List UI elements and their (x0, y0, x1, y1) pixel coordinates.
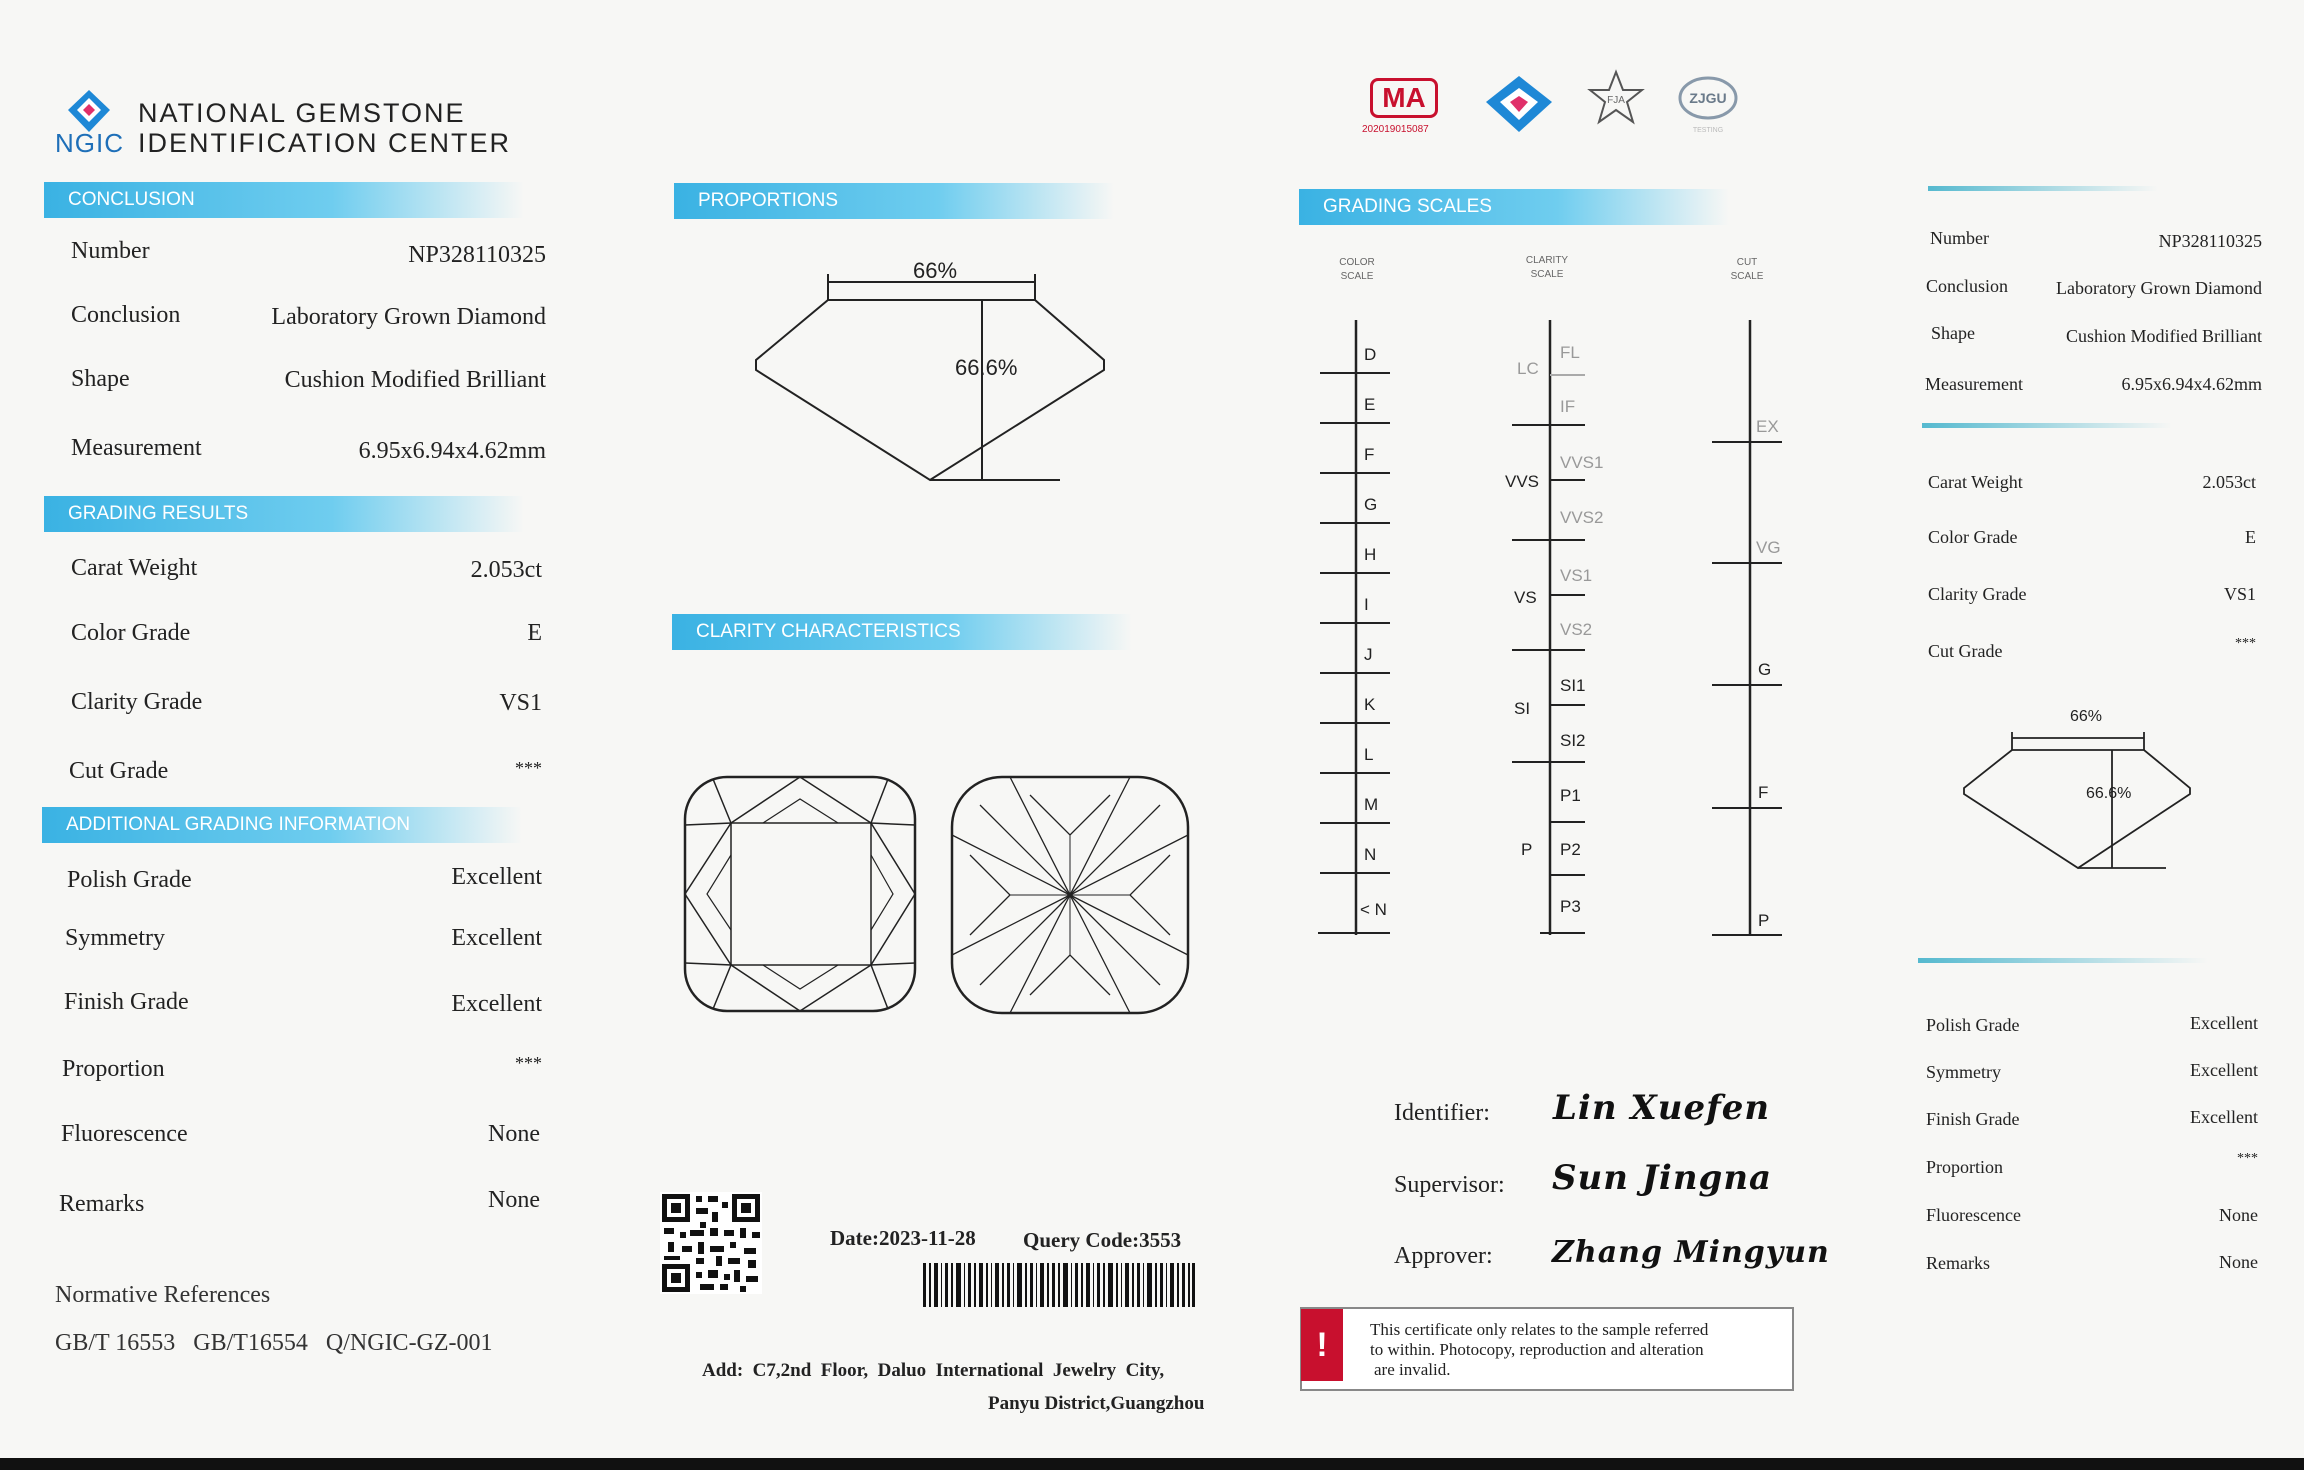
r-remarks-label: Remarks (1926, 1253, 1990, 1273)
zjgu-logo-subtext: TESTING (1692, 127, 1724, 134)
barcode-icon (923, 1263, 1195, 1307)
polish-grade-label: Polish Grade (67, 867, 192, 893)
r-measurement-label: Measurement (1925, 374, 2023, 394)
cut-grade-vg: VG (1756, 538, 1781, 557)
r-proportion-label: Proportion (1926, 1157, 2004, 1177)
color-grade-e: E (1364, 395, 1376, 414)
r-finish-value: Excellent (2190, 1107, 2258, 1127)
supervisor-signature: Sun Jingna (1552, 1158, 1773, 1198)
r-table-percentage: 66% (2070, 708, 2103, 725)
color-grade-h: H (1364, 545, 1377, 564)
color-scale-header-2: SCALE (1340, 271, 1374, 282)
clarity-group-p: P (1521, 840, 1533, 859)
r-remarks-value: None (2219, 1252, 2258, 1272)
table-percentage: 66% (913, 258, 958, 283)
proportion-value: *** (515, 1053, 542, 1073)
supervisor-label: Supervisor: (1394, 1172, 1505, 1198)
carat-weight-label: Carat Weight (71, 555, 198, 581)
r-measurement-value: 6.95x6.94x4.62mm (2121, 374, 2262, 394)
clarity-grade-p3: P3 (1560, 897, 1581, 916)
color-grade-f: F (1364, 445, 1375, 464)
polish-grade-value: Excellent (451, 864, 542, 890)
proportions-banner: PROPORTIONS (674, 183, 1114, 219)
cma-number: 202019015087 (1362, 124, 1429, 135)
fja-logo-text: FJA (1607, 95, 1625, 106)
remarks-label: Remarks (59, 1191, 145, 1217)
right-rule-3 (1918, 958, 2208, 963)
clarity-grade-si2: SI2 (1560, 731, 1586, 750)
color-scale-header-1: COLOR (1339, 257, 1375, 268)
r-shape-label: Shape (1931, 323, 1975, 343)
clarity-grade-p1: P1 (1560, 786, 1581, 805)
approver-label: Approver: (1394, 1243, 1493, 1269)
r-symmetry-label: Symmetry (1926, 1062, 2001, 1082)
r-carat-label: Carat Weight (1928, 472, 2023, 492)
color-grade-below-n: < N (1360, 900, 1387, 919)
color-grade-label: Color Grade (71, 620, 191, 646)
r-depth-percentage: 66.6% (2086, 785, 2132, 802)
ngic-diamond-logo-icon (1484, 74, 1554, 134)
right-rule-1 (1928, 186, 2158, 191)
org-name-line2: IDENTIFICATION CENTER (138, 128, 512, 158)
color-grade-i: I (1364, 595, 1369, 614)
r-color-label: Color Grade (1928, 527, 2018, 547)
r-fluorescence-label: Fluorescence (1926, 1205, 2021, 1225)
approver-signature: Zhang Mingyun (1552, 1235, 1830, 1270)
r-proportion-value: *** (2237, 1151, 2258, 1166)
clarity-scale-header-1: CLARITY (1525, 255, 1569, 266)
crown-view-diagram (683, 775, 918, 1015)
clarity-characteristics-banner: CLARITY CHARACTERISTICS (672, 614, 1132, 650)
normative-references-title: Normative References (55, 1282, 271, 1308)
right-rule-2 (1922, 423, 2172, 428)
org-name-line1: NATIONAL GEMSTONE (138, 98, 466, 128)
number-label: Number (71, 238, 150, 264)
warning-line1: This certificate only relates to the sample referred (1370, 1320, 1709, 1339)
clarity-scale-header-2: SCALE (1530, 269, 1564, 280)
carat-weight-value: 2.053ct (470, 557, 542, 583)
cut-grade-p: P (1758, 911, 1770, 930)
identifier-signature: Lin Xuefen (1553, 1088, 1771, 1128)
r-number-label: Number (1930, 228, 1989, 248)
cut-grade-ex: EX (1756, 417, 1779, 436)
cut-grade-f: F (1758, 783, 1769, 802)
address-line1: Add: C7,2nd Floor, Daluo International Jewelry City, (702, 1360, 1165, 1381)
clarity-grade-vvs1: VVS1 (1560, 453, 1604, 472)
number-value: NP328110325 (408, 242, 546, 268)
depth-percentage: 66.6% (955, 355, 1018, 380)
cut-scale-header-2: SCALE (1730, 271, 1764, 282)
fluorescence-label: Fluorescence (61, 1121, 188, 1147)
r-fluorescence-value: None (2219, 1205, 2258, 1225)
clarity-grade-fl: FL (1560, 343, 1580, 362)
zjgu-logo-text: ZJGU (1689, 90, 1727, 106)
conclusion-value: Laboratory Grown Diamond (271, 304, 546, 330)
warning-line3: are invalid. (1374, 1360, 1451, 1379)
finish-grade-label: Finish Grade (64, 989, 189, 1015)
clarity-group-lc: LC (1517, 359, 1539, 378)
r-conclusion-value: Laboratory Grown Diamond (2056, 278, 2262, 298)
r-finish-label: Finish Grade (1926, 1109, 2020, 1129)
certificate-date: Date:2023-11-28 (830, 1226, 976, 1250)
finish-grade-value: Excellent (451, 991, 542, 1017)
clarity-group-vs: VS (1514, 588, 1537, 607)
identifier-label: Identifier: (1394, 1100, 1490, 1126)
measurement-value: 6.95x6.94x4.62mm (358, 438, 546, 464)
cma-logo-icon (1370, 78, 1438, 118)
r-symmetry-value: Excellent (2190, 1060, 2258, 1080)
cma-logo-text: MA (1382, 82, 1426, 113)
clarity-grade-p2: P2 (1560, 840, 1581, 859)
color-grade-k: K (1364, 695, 1376, 714)
fja-star-logo-icon (1588, 70, 1644, 126)
fluorescence-value: None (488, 1121, 540, 1147)
zjgu-logo-icon (1678, 76, 1738, 136)
grading-scales-banner: GRADING SCALES (1299, 189, 1729, 225)
conclusion-label: Conclusion (71, 302, 181, 328)
proportion-label: Proportion (62, 1056, 165, 1082)
proportion-diagram (750, 270, 1110, 490)
measurement-label: Measurement (71, 435, 202, 461)
clarity-grade-if: IF (1560, 397, 1576, 416)
r-carat-value: 2.053ct (2202, 472, 2256, 492)
r-cut-label: Cut Grade (1928, 641, 2003, 661)
r-polish-label: Polish Grade (1926, 1015, 2020, 1035)
remarks-value: None (488, 1187, 540, 1213)
clarity-group-si: SI (1514, 699, 1531, 718)
color-grade-l: L (1364, 745, 1374, 764)
color-grade-d: D (1364, 345, 1377, 364)
color-grade-j: J (1364, 645, 1373, 664)
r-clarity-label: Clarity Grade (1928, 584, 2027, 604)
address-line2: Panyu District,Guangzhou (988, 1393, 1205, 1414)
cut-grade-label: Cut Grade (69, 758, 169, 784)
bottom-edge (0, 1458, 2304, 1470)
conclusion-banner: CONCLUSION (44, 182, 524, 218)
clarity-grade-vvs2: VVS2 (1560, 508, 1604, 527)
warning-line2: to within. Photocopy, reproduction and alteration (1370, 1340, 1704, 1359)
symmetry-value: Excellent (451, 925, 542, 951)
query-code: Query Code:3553 (1023, 1228, 1182, 1252)
r-polish-value: Excellent (2190, 1013, 2258, 1033)
color-grade-g: G (1364, 495, 1378, 514)
shape-value: Cushion Modified Brilliant (284, 367, 546, 393)
color-grade-m: M (1364, 795, 1379, 814)
color-grade-n: N (1364, 845, 1377, 864)
clarity-grade-si1: SI1 (1560, 676, 1586, 695)
symmetry-label: Symmetry (65, 925, 165, 951)
r-shape-value: Cushion Modified Brilliant (2066, 326, 2262, 346)
additional-info-banner: ADDITIONAL GRADING INFORMATION (42, 807, 522, 843)
clarity-grade-vs1: VS1 (1560, 566, 1593, 585)
cut-grade-g: G (1758, 660, 1772, 679)
normative-references: GB/T 16553 GB/T16554 Q/NGIC-GZ-001 (55, 1330, 493, 1356)
clarity-grade-label: Clarity Grade (71, 689, 203, 715)
clarity-group-vvs: VVS (1505, 472, 1540, 491)
r-cut-value: *** (2235, 636, 2256, 651)
qr-code-icon (660, 1192, 762, 1294)
r-conclusion-label: Conclusion (1926, 276, 2009, 296)
pavilion-view-diagram (950, 775, 1190, 1015)
clarity-grade-value: VS1 (499, 690, 542, 716)
clarity-grade-vs2: VS2 (1560, 620, 1593, 639)
r-color-value: E (2245, 527, 2256, 547)
cut-scale-header-1: CUT (1736, 257, 1758, 268)
r-number-value: NP328110325 (2158, 231, 2262, 251)
grading-scales-chart (1300, 250, 1820, 950)
logo-text: NGIC (55, 128, 124, 158)
shape-label: Shape (71, 366, 130, 392)
warning-icon: ! (1301, 1309, 1343, 1381)
right-proportion-diagram (1960, 728, 2200, 876)
cut-grade-value: *** (515, 758, 542, 778)
r-clarity-value: VS1 (2223, 584, 2256, 604)
color-grade-value: E (527, 620, 542, 646)
grading-results-banner: GRADING RESULTS (44, 496, 524, 532)
